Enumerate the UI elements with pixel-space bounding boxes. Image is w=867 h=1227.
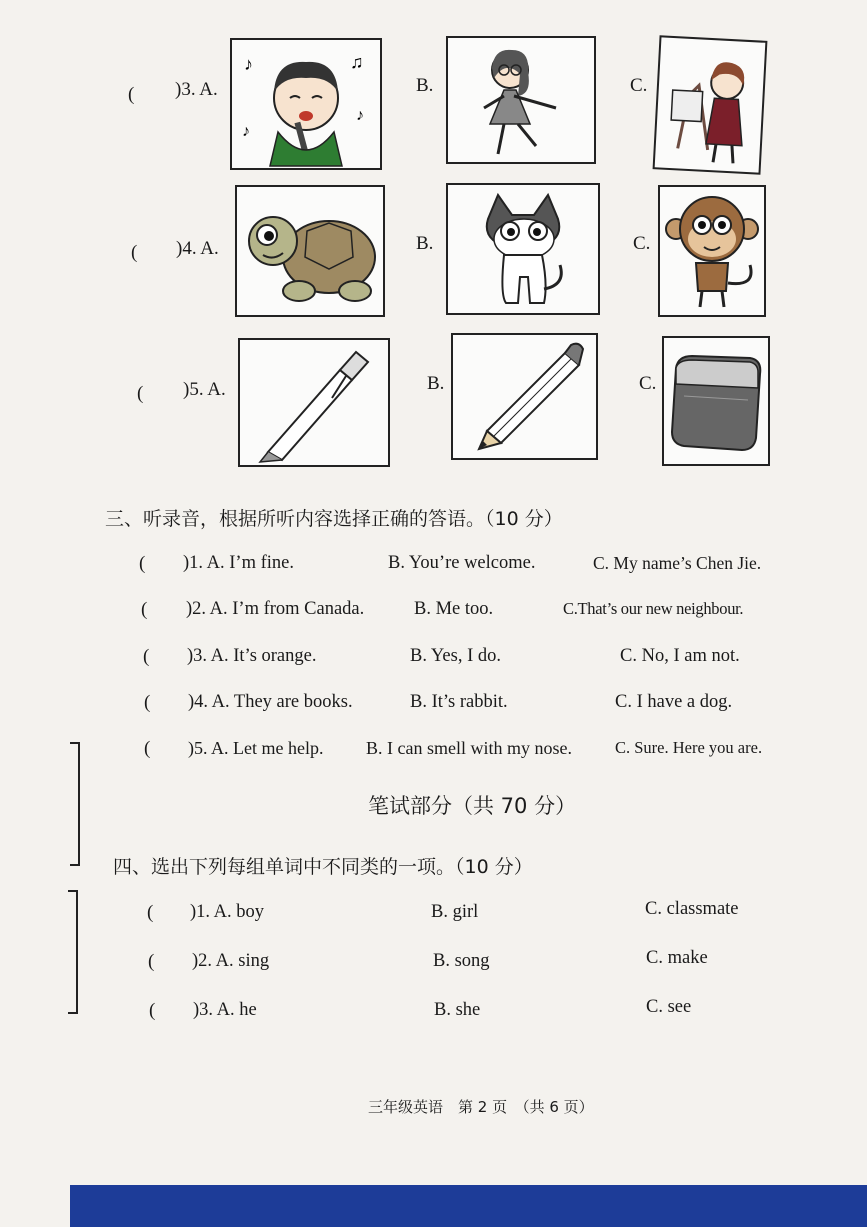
option-b: B. Yes, I do. bbox=[410, 646, 501, 666]
option-b: B. she bbox=[434, 1000, 481, 1020]
option-c-label: C. bbox=[630, 75, 648, 96]
option-a: )1. A. I’m fine. bbox=[183, 553, 294, 573]
option-b-label: B. bbox=[427, 373, 445, 394]
written-section-title: 笔试部分（共 70 分） bbox=[368, 794, 577, 818]
turtle-icon bbox=[235, 185, 385, 317]
svg-text:♫: ♫ bbox=[350, 52, 364, 72]
option-c: C.That’s our new neighbour. bbox=[563, 599, 744, 618]
answer-paren: ( bbox=[147, 902, 154, 923]
answer-paren: ( bbox=[131, 242, 138, 263]
option-b: B. song bbox=[433, 951, 490, 971]
option-c-label: C. bbox=[633, 233, 651, 254]
answer-paren: ( bbox=[137, 383, 144, 404]
option-c: C. make bbox=[646, 948, 708, 968]
page-footer: 三年级英语 第 2 页 （共 6 页） bbox=[368, 1098, 594, 1116]
svg-text:♪: ♪ bbox=[244, 54, 253, 74]
cat-icon bbox=[446, 183, 600, 315]
margin-bracket bbox=[70, 742, 80, 866]
option-b: B. I can smell with my nose. bbox=[366, 738, 572, 758]
option-c: C. My name’s Chen Jie. bbox=[593, 553, 762, 573]
option-a: )5. A. Let me help. bbox=[188, 738, 324, 758]
option-a: )2. A. sing bbox=[192, 951, 270, 971]
option-c: C. No, I am not. bbox=[620, 646, 740, 666]
option-c: C. classmate bbox=[645, 899, 739, 919]
answer-paren: ( bbox=[139, 553, 146, 574]
section-four-heading: 四、选出下列每组单词中不同类的一项。（10 分） bbox=[113, 856, 533, 878]
painting-girl-icon bbox=[653, 35, 768, 174]
margin-bracket bbox=[68, 890, 78, 1014]
option-b-label: B. bbox=[416, 75, 434, 96]
pen-icon bbox=[238, 338, 390, 467]
singing-boy-icon bbox=[230, 38, 382, 170]
option-b: B. It’s rabbit. bbox=[410, 692, 508, 712]
question-number: )4. A. bbox=[176, 238, 219, 259]
svg-text:♪: ♪ bbox=[356, 107, 364, 124]
answer-paren: ( bbox=[149, 1000, 156, 1021]
option-a: )4. A. They are books. bbox=[188, 692, 353, 712]
answer-paren: ( bbox=[144, 738, 151, 759]
pencil-icon bbox=[451, 333, 598, 460]
option-a: )3. A. he bbox=[193, 1000, 257, 1020]
bottom-background-band bbox=[70, 1185, 867, 1227]
option-a: )1. A. boy bbox=[190, 902, 264, 922]
option-a: )3. A. It’s orange. bbox=[187, 646, 317, 666]
eraser-icon bbox=[662, 336, 770, 466]
svg-text:♪: ♪ bbox=[242, 123, 250, 140]
option-c: C. Sure. Here you are. bbox=[615, 738, 763, 757]
answer-paren: ( bbox=[141, 599, 148, 620]
option-c: C. I have a dog. bbox=[615, 692, 733, 712]
question-number: )3. A. bbox=[175, 79, 218, 100]
option-a: )2. A. I’m from Canada. bbox=[186, 599, 365, 619]
option-b: B. You’re welcome. bbox=[388, 553, 536, 573]
option-b-label: B. bbox=[416, 233, 434, 254]
option-c-label: C. bbox=[639, 373, 657, 394]
dancing-girl-icon bbox=[446, 36, 596, 164]
answer-paren: ( bbox=[128, 84, 135, 105]
option-b: B. Me too. bbox=[414, 599, 494, 619]
option-b: B. girl bbox=[431, 902, 479, 922]
question-number: )5. A. bbox=[183, 379, 226, 400]
answer-paren: ( bbox=[143, 646, 150, 667]
answer-paren: ( bbox=[148, 951, 155, 972]
answer-paren: ( bbox=[144, 692, 151, 713]
option-c: C. see bbox=[646, 997, 692, 1017]
monkey-icon bbox=[658, 185, 766, 317]
section-three-heading: 三、听录音，根据所听内容选择正确的答语。（10 分） bbox=[105, 508, 563, 530]
